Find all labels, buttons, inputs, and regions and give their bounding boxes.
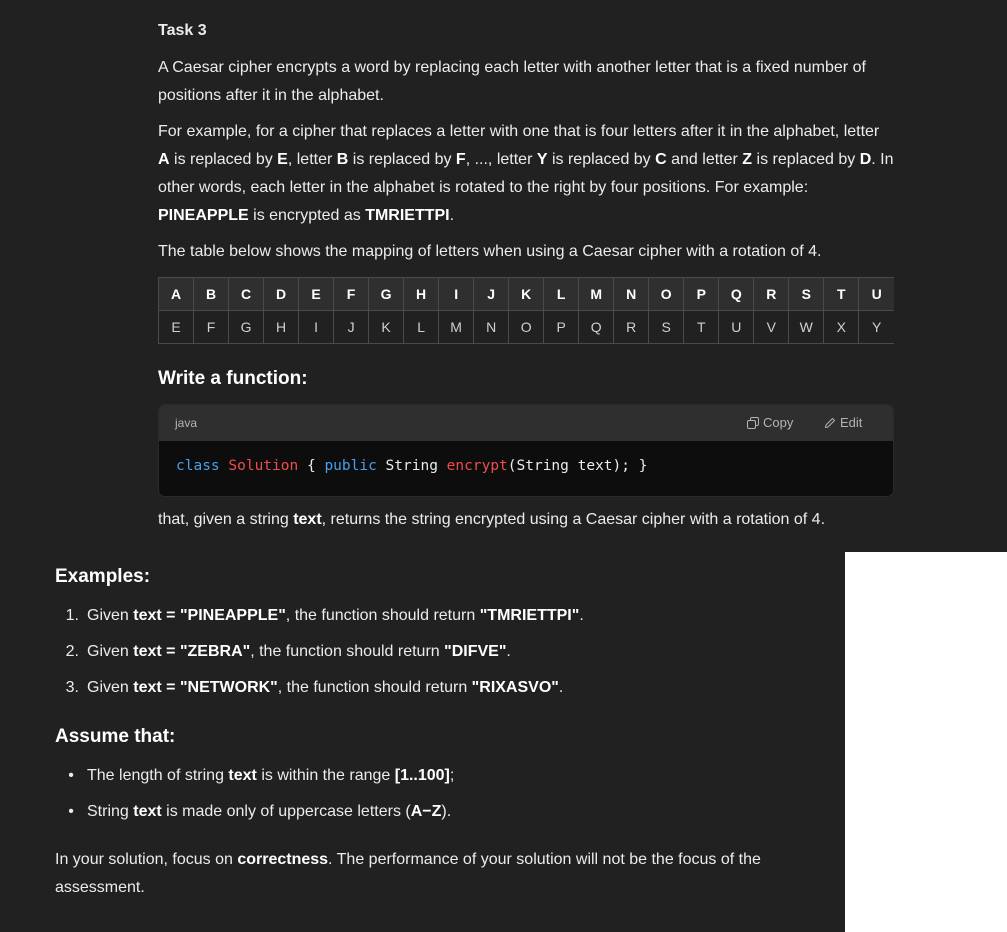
- cipher-letter-cell: O: [509, 311, 544, 344]
- cipher-letter-cell: Y: [859, 311, 894, 344]
- cipher-letter-cell: F: [194, 311, 229, 344]
- copy-label: Copy: [763, 415, 794, 430]
- text-run: .: [558, 679, 564, 696]
- text-run: .: [579, 607, 584, 624]
- cipher-letters-row: [159, 311, 895, 344]
- text-run: "DIFVE": [444, 643, 507, 660]
- text-run: text = "NETWORK": [133, 679, 278, 696]
- text-run: Given: [87, 607, 134, 624]
- text-run: text = "ZEBRA": [133, 643, 251, 660]
- cipher-letter-cell: J: [334, 311, 369, 344]
- cipher-letter-cell: R: [614, 311, 649, 344]
- cipher-letter-cell: H: [264, 311, 299, 344]
- plain-letter-cell: P: [684, 278, 719, 311]
- blank-overlay-region: [845, 552, 1007, 932]
- plain-letter-cell: J: [474, 278, 509, 311]
- text-run: Given: [87, 679, 134, 696]
- examples-heading: Examples:: [55, 566, 151, 587]
- text-run: B: [336, 151, 349, 168]
- cipher-letter-cell: S: [649, 311, 684, 344]
- code-block: [158, 404, 894, 497]
- text-run: is replaced by: [169, 151, 278, 168]
- plain-letter-cell: A: [159, 278, 194, 311]
- list-item: [55, 674, 563, 702]
- cipher-letter-cell: G: [229, 311, 264, 344]
- cipher-letter-cell: X: [824, 311, 859, 344]
- cipher-letter-cell: I: [299, 311, 334, 344]
- cipher-letter-cell: T: [684, 311, 719, 344]
- text-run: is replaced by: [752, 151, 860, 168]
- text-run: A: [158, 151, 170, 168]
- text-run: , letter: [287, 151, 337, 168]
- text-run: In your solution, focus on: [55, 851, 238, 868]
- intro-paragraph: A Caesar cipher encrypts a word by replacing each letter with another letter that is a fixed number of positions after it in the alphabet.: [158, 59, 866, 104]
- plain-letter-cell: K: [509, 278, 544, 311]
- plain-letter-cell: N: [614, 278, 649, 311]
- table-intro: The table below shows the mapping of letters when using a Caesar cipher with a rotation of 4.: [158, 243, 822, 260]
- text-run: F: [455, 151, 466, 168]
- text-run: "RIXASVO": [471, 679, 559, 696]
- task-title: Task 3: [158, 22, 207, 39]
- write-function-heading: Write a function:: [158, 368, 308, 389]
- text-run: , the function should return: [277, 679, 472, 696]
- cipher-letter-cell: L: [404, 311, 439, 344]
- text-run: is encrypted as: [248, 207, 366, 224]
- plain-letter-cell: D: [264, 278, 299, 311]
- cipher-letter-cell: N: [474, 311, 509, 344]
- plain-letter-cell: I: [439, 278, 474, 311]
- code-token: {: [298, 458, 325, 474]
- text-run: String: [87, 803, 134, 820]
- text-run: .: [506, 643, 511, 660]
- code-token: class: [176, 458, 220, 474]
- copy-icon: [747, 417, 759, 429]
- closing-paragraph: [55, 846, 815, 902]
- cipher-letter-cell: U: [719, 311, 754, 344]
- text-run: For example, for a cipher that replaces a letter with one that is four letters after it in the alphabet, letter: [158, 123, 880, 140]
- plain-letter-cell: T: [824, 278, 859, 311]
- code-content: [176, 458, 647, 474]
- cipher-letter-cell: W: [789, 311, 824, 344]
- pencil-icon: [824, 417, 836, 429]
- text-run: text = "PINEAPPLE": [133, 607, 286, 624]
- cipher-table: [158, 277, 894, 344]
- plain-letter-cell: E: [299, 278, 334, 311]
- plain-letter-cell: H: [404, 278, 439, 311]
- bullet-icon: •: [68, 803, 74, 820]
- code-token: encrypt: [446, 458, 508, 474]
- text-run: , ..., letter: [465, 151, 537, 168]
- text-run: Given: [87, 643, 134, 660]
- plain-letter-cell: L: [544, 278, 579, 311]
- text-run: The length of string: [87, 767, 229, 784]
- list-item: [55, 762, 454, 790]
- text-run: text: [293, 511, 322, 528]
- text-run: is replaced by: [348, 151, 456, 168]
- text-run: D: [859, 151, 872, 168]
- text-run: . In other words, each letter in the alphabet is rotated to the right by four positions. For example:: [158, 151, 894, 196]
- text-run: "TMRIETTPI": [479, 607, 580, 624]
- code-language-label: java: [175, 416, 198, 430]
- text-run: correctness: [237, 851, 329, 868]
- text-run: is within the range: [256, 767, 395, 784]
- bullet-icon: •: [68, 767, 74, 784]
- plain-letter-cell: O: [649, 278, 684, 311]
- text-run: , the function should return: [285, 607, 480, 624]
- text-run: TMRIETTPI: [365, 207, 450, 224]
- text-run: E: [277, 151, 288, 168]
- text-run: , returns the string encrypted using a Caesar cipher with a rotation of 4.: [321, 511, 826, 528]
- list-item: [55, 798, 451, 826]
- example-paragraph: [158, 118, 894, 230]
- text-run: is made only of uppercase letters (: [161, 803, 411, 820]
- cipher-letter-cell: P: [544, 311, 579, 344]
- text-run: [1..100]: [394, 767, 450, 784]
- cipher-letter-cell: V: [754, 311, 789, 344]
- edit-label: Edit: [840, 415, 863, 430]
- copy-button[interactable]: [747, 415, 793, 430]
- code-token: public: [324, 458, 377, 474]
- plain-letter-cell: B: [194, 278, 229, 311]
- edit-button[interactable]: [824, 415, 862, 430]
- plain-letter-cell: U: [859, 278, 894, 311]
- text-run: PINEAPPLE: [158, 207, 249, 224]
- cipher-letter-cell: K: [369, 311, 404, 344]
- text-run: that, given a string: [158, 511, 294, 528]
- function-description: [158, 506, 894, 534]
- plain-letter-cell: R: [754, 278, 789, 311]
- text-run: and letter: [666, 151, 743, 168]
- plain-letter-cell: Q: [719, 278, 754, 311]
- code-token: String: [376, 458, 447, 474]
- plain-letter-cell: C: [229, 278, 264, 311]
- list-item: [55, 638, 511, 666]
- plain-letter-cell: F: [334, 278, 369, 311]
- list-number: 3.: [65, 679, 79, 696]
- text-run: text: [133, 803, 162, 820]
- cipher-letter-cell: Q: [579, 311, 614, 344]
- text-run: , the function should return: [250, 643, 445, 660]
- text-run: . The performance of your solution will not be the focus of the assessment.: [55, 851, 761, 896]
- plain-letter-cell: M: [579, 278, 614, 311]
- text-run: ;: [449, 767, 455, 784]
- text-run: ).: [441, 803, 452, 820]
- cipher-letter-cell: M: [439, 311, 474, 344]
- plain-letter-cell: S: [789, 278, 824, 311]
- text-run: Y: [536, 151, 548, 168]
- text-run: text: [228, 767, 257, 784]
- plain-letters-row: [159, 278, 895, 311]
- code-block-header: [159, 405, 893, 441]
- list-number: 2.: [65, 643, 79, 660]
- text-run: is replaced by: [547, 151, 656, 168]
- text-run: A−Z: [410, 803, 442, 820]
- text-run: .: [449, 207, 455, 224]
- code-token: (String text); }: [507, 458, 648, 474]
- text-run: C: [655, 151, 667, 168]
- list-number: 1.: [65, 607, 79, 624]
- plain-letter-cell: G: [369, 278, 404, 311]
- cipher-letter-cell: E: [159, 311, 194, 344]
- list-item: [55, 602, 584, 630]
- assumptions-heading: Assume that:: [55, 726, 176, 747]
- code-token: Solution: [228, 458, 299, 474]
- text-run: Z: [742, 151, 753, 168]
